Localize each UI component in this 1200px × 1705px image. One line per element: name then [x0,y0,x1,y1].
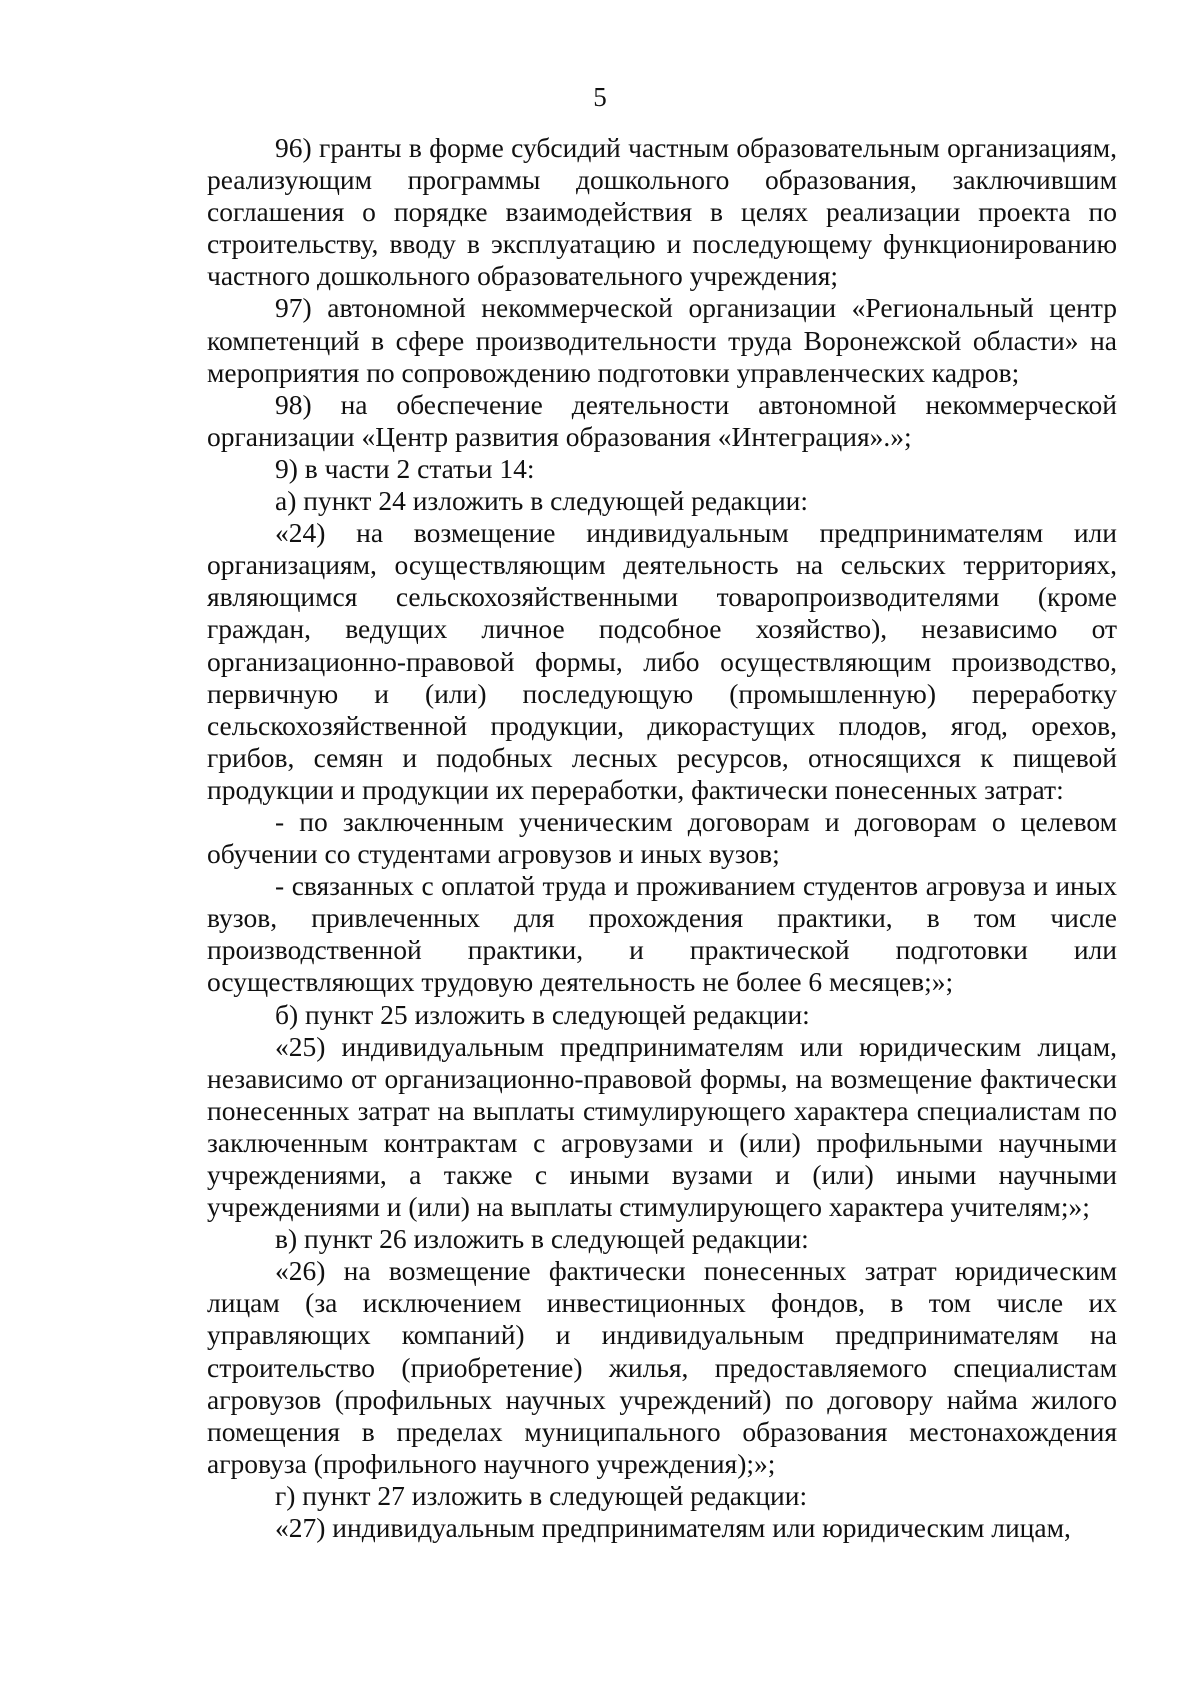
paragraph-point-27: «27) индивидуальным предпринимателям или юридическим лицам, [275,1512,1071,1544]
page-number: 5 [593,82,607,112]
paragraph-subitem-a: а) пункт 24 изложить в следующей редакции: [275,485,809,517]
paragraph-subitem-b: б) пункт 25 изложить в следующей редакции: [275,998,810,1030]
paragraph-point-24: «24) на возмещение индивидуальным предпринимателям или организациям, осуществляющим деятельность на сельских территориях, являющимся сельскохозяйственными товаропроизводителями (кроме граждан, ведущих личное подсобное хозяйство), независимо от организационно-правовой формы, либо осуществляющим производство, первичную и (или) последующую (промышленную) переработку сельскохозяйственной продукции, дикорастущих плодов, ягод, орехов, грибов, семян и подобных лесных ресурсов, относящихся к пищевой продукции и продукции их переработки, фактически понесенных затрат: [207,517,1117,805]
paragraph-amendment-9: 9) в части 2 статьи 14: [275,452,535,484]
paragraph-subitem-g: г) пункт 27 изложить в следующей редакции: [275,1479,808,1511]
paragraph-point-25: «25) индивидуальным предпринимателям или юридическим лицам, независимо от организационно-правовой формы, на возмещение фактически понесенных затрат на выплаты стимулирующего характера специалистам по заключенным контрактам с агровузами и (или) профильными научными учреждениями, а также с иными вузами и (или) иными научными учреждениями и (или) на выплаты стимулирующего характера учителям;»; [207,1030,1117,1223]
paragraph-item-97: 97) автономной некоммерческой организации «Региональный центр компетенций в сфере производительности труда Воронежской области» на мероприятия по сопровождению подготовки управленческих кадров; [207,292,1117,388]
paragraph-subitem-v: в) пункт 26 изложить в следующей редакции: [275,1223,809,1255]
paragraph-dash-item-2: - связанных с оплатой труда и проживанием студентов агровуза и иных вузов, привлеченных для прохождения практики, в том числе производственной практики, и практической подготовки или осуществляющих трудовую деятельность не более 6 месяцев;»; [207,870,1117,998]
paragraph-point-26: «26) на возмещение фактически понесенных затрат юридическим лицам (за исключением инвестиционных фондов, в том числе их управляющих компаний) и индивидуальным предпринимателям на строительство (приобретение) жилья, предоставляемого специалистам агровузов (профильных научных учреждений) по договору найма жилого помещения в пределах муниципального образования местонахождения агровуза (профильного научного учреждения);»; [207,1255,1117,1479]
document-body [207,132,1117,1544]
paragraph-item-98: 98) на обеспечение деятельности автономной некоммерческой организации «Центр развития образования «Интеграция».»; [207,388,1117,452]
paragraph-dash-item-1: - по заключенным ученическим договорам и договорам о целевом обучении со студентами агровузов и иных вузов; [207,805,1117,870]
paragraph-item-96: 96) гранты в форме субсидий частным образовательным организациям, реализующим программы дошкольного образования, заключившим соглашения о порядке взаимодействия в целях реализации проекта по строительству, вводу в эксплуатацию и последующему функционированию частного дошкольного образовательного учреждения; [207,132,1117,292]
